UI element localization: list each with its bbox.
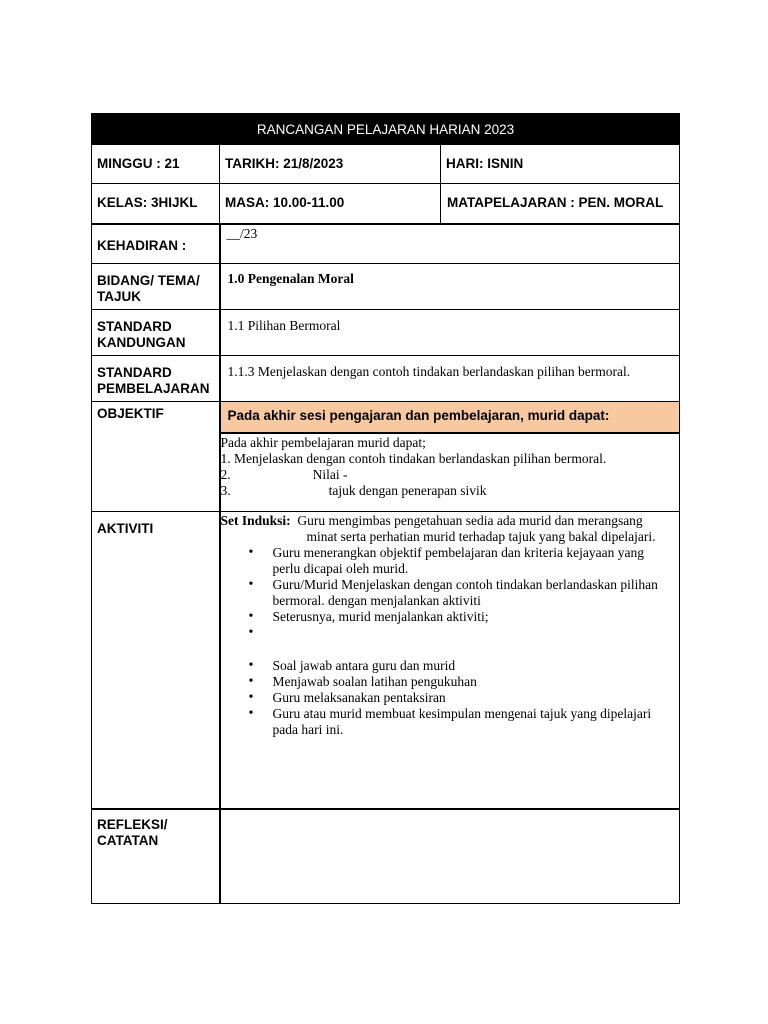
masa-cell: MASA: 10.00-11.00 — [220, 184, 441, 224]
kelas-cell: KELAS: 3HIJKL — [92, 184, 220, 224]
refleksi-row — [92, 809, 680, 903]
list-item: • Guru/Murid Menjelaskan dengan contoh tindakan berlandaskan pilihan bermoral. dengan menjalankan aktiviti — [273, 577, 672, 609]
info-row-2 — [92, 184, 680, 224]
kehadiran-label: KEHADIRAN : — [92, 224, 220, 264]
list-item: • Soal jawab antara guru dan murid — [273, 658, 672, 674]
hari-cell: HARI: ISNIN — [441, 145, 680, 184]
document-title: RANCANGAN PELAJARAN HARIAN 2023 — [92, 114, 680, 145]
objektif-heading-row — [92, 402, 680, 434]
objektif-label: OBJEKTIF — [92, 402, 220, 512]
bidang-row — [92, 264, 680, 310]
standard-pembelajaran-label: STANDARD PEMBELAJARAN — [92, 356, 220, 402]
objektif-intro: Pada akhir pembelajaran murid dapat; — [220, 435, 426, 450]
set-induksi-line-1: Set Induksi: Guru mengimbas pengetahuan sedia ada murid dan merangsang — [220, 512, 643, 528]
list-item: • Seterusnya, murid menjalankan aktiviti; — [273, 609, 672, 625]
bidang-label: BIDANG/ TEMA/ TAJUK — [92, 264, 220, 310]
lesson-plan-table — [91, 113, 680, 904]
refleksi-label: REFLEKSI/ CATATAN — [92, 809, 220, 903]
standard-kandungan-value: 1.1 Pilihan Bermoral — [220, 310, 680, 356]
minggu-cell: MINGGU : 21 — [92, 145, 220, 184]
info-row-1 — [92, 145, 680, 184]
objektif-item-3: 3. tajuk dengan penerapan sivik — [220, 483, 487, 498]
kehadiran-row — [92, 224, 680, 264]
kehadiran-value: __/23 — [220, 224, 680, 264]
standard-kandungan-row — [92, 310, 680, 356]
standard-pembelajaran-row — [92, 356, 680, 402]
lesson-plan-document — [91, 113, 679, 904]
list-item: • Guru melaksanakan pentaksiran — [273, 690, 672, 706]
tarikh-cell: TARIKH: 21/8/2023 — [220, 145, 441, 184]
objektif-heading: Pada akhir sesi pengajaran dan pembelajaran, murid dapat: — [220, 402, 680, 434]
title-row — [92, 114, 680, 145]
standard-kandungan-label: STANDARD KANDUNGAN — [92, 310, 220, 356]
standard-pembelajaran-value: 1.1.3 Menjelaskan dengan contoh tindakan berlandaskan pilihan bermoral. — [220, 356, 680, 402]
list-item: • Guru atau murid membuat kesimpulan mengenai tajuk yang dipelajari pada hari ini. — [273, 706, 672, 738]
objektif-item-2: 2. Nilai - — [220, 467, 348, 482]
aktiviti-list-b — [221, 658, 672, 738]
matapelajaran-cell: MATAPELAJARAN : PEN. MORAL — [441, 184, 680, 224]
list-item — [273, 625, 672, 641]
aktiviti-row — [92, 511, 680, 809]
objektif-item-1: 1. Menjelaskan dengan contoh tindakan berlandaskan pilihan bermoral. — [220, 451, 607, 466]
list-item: • Menjawab soalan latihan pengukuhan — [273, 674, 672, 690]
aktiviti-body — [220, 511, 680, 809]
bidang-value: 1.0 Pengenalan Moral — [220, 264, 680, 310]
refleksi-value[interactable] — [220, 809, 680, 903]
objektif-body — [220, 433, 680, 511]
aktiviti-list-a — [221, 545, 672, 641]
list-item: • Guru menerangkan objektif pembelajaran dan kriteria kejayaan yang perlu dicapai oleh murid. — [273, 545, 672, 577]
aktiviti-label: AKTIVITI — [92, 511, 220, 809]
set-induksi-line-2: minat serta perhatian murid terhadap tajuk yang bakal dipelajari. — [306, 528, 656, 544]
